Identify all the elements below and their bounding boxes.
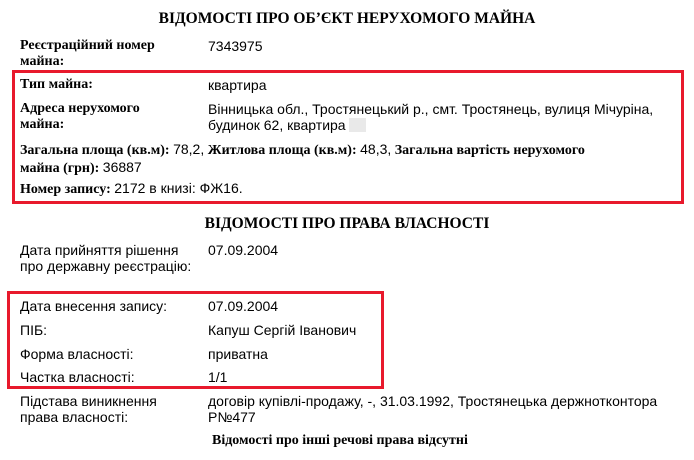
- record-number-value: 2172 в книзі: ФЖ16.: [114, 180, 243, 196]
- basis-label: Підстава виникнення права власності:: [20, 393, 157, 425]
- record-number-label: Номер запису:: [20, 182, 111, 197]
- address-line-1: Вінницька обл., Тростянецький р., смт. Тростянець, вулиця Мічуріна,: [208, 101, 654, 117]
- area-total-label: Загальна площа (кв.м):: [20, 143, 170, 158]
- basis-value: [208, 393, 688, 425]
- area-living-value: 48,3,: [360, 141, 392, 157]
- area-total-value: 78,2,: [173, 141, 205, 157]
- area-living-label: Житлова площа (кв.м):: [207, 143, 357, 158]
- address-label: Адреса нерухомого майна:: [20, 101, 140, 132]
- decision-date-label: Дата прийняття рішення про державну реєстрацію:: [20, 242, 192, 274]
- basis-line-1: договір купівлі-продажу, -, 31.03.1992, Тростянецька держнотконтора: [208, 393, 658, 409]
- ownership-section-title: ВІДОМОСТІ ПРО ПРАВА ВЛАСНОСТІ: [204, 215, 490, 232]
- redaction-block: [349, 118, 366, 132]
- ownership-form-label: Форма власності:: [20, 346, 134, 362]
- total-value-value: 36887: [102, 159, 142, 175]
- reg-number-label: Реєстраційний номер майна:: [20, 38, 155, 69]
- property-type-label: Тип майна:: [20, 77, 93, 92]
- address-line-2: будинок 62, квартира: [208, 117, 688, 133]
- name-value: Капуш Сергій Іванович: [208, 322, 357, 338]
- property-type-value: квартира: [208, 77, 267, 93]
- area-value-line: [20, 141, 685, 177]
- object-section-title: ВІДОМОСТІ ПРО ОБ’ЄКТ НЕРУХОМОГО МАЙНА: [158, 10, 536, 27]
- other-rights-text: Відомості про інші речові права відсутні: [212, 433, 468, 448]
- basis-line-2: Р№477: [208, 409, 256, 425]
- name-label: ПІБ:: [20, 322, 48, 338]
- record-number-line: [20, 180, 243, 198]
- ownership-form-value: приватна: [208, 346, 268, 362]
- reg-number-value: 7343975: [208, 38, 263, 54]
- decision-date-value: 07.09.2004: [208, 242, 279, 258]
- share-value: 1/1: [208, 369, 228, 385]
- share-label: Частка власності:: [20, 369, 135, 385]
- total-value-label-1: Загальна вартість нерухомого: [394, 143, 585, 158]
- entry-date-value: 07.09.2004: [208, 298, 279, 314]
- entry-date-label: Дата внесення запису:: [20, 298, 168, 314]
- total-value-label-2: майна (грн):: [20, 161, 100, 176]
- address-value: [208, 101, 688, 133]
